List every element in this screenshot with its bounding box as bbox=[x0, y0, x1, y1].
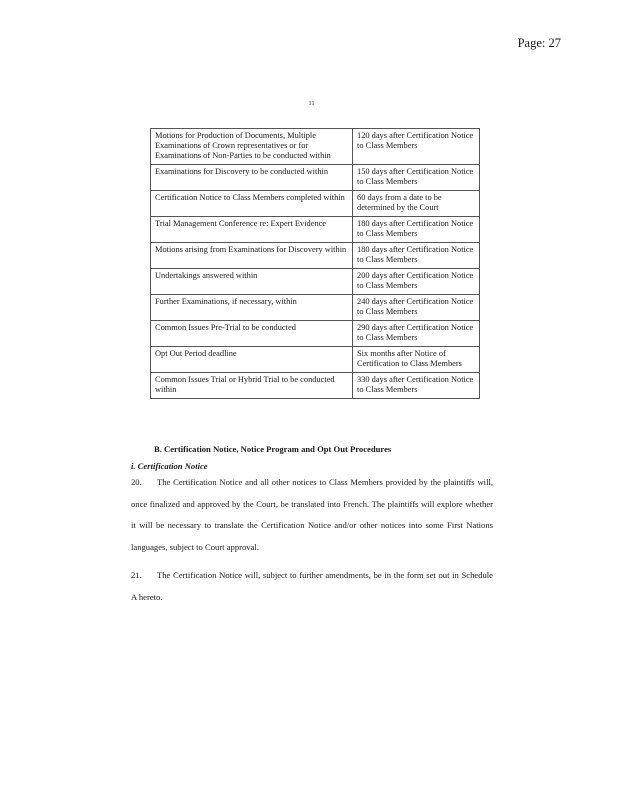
step-cell: Undertakings answered within bbox=[151, 269, 353, 295]
table-row bbox=[151, 243, 480, 269]
deadline-cell: Six months after Notice of Certification to Class Members bbox=[353, 347, 480, 373]
paragraph-number: 20. bbox=[131, 477, 142, 487]
step-cell: Motions arising from Examinations for Discovery within bbox=[151, 243, 353, 269]
table-row bbox=[151, 269, 480, 295]
deadline-cell: 200 days after Certification Notice to Class Members bbox=[353, 269, 480, 295]
table-row bbox=[151, 295, 480, 321]
page-header-label: Page: 27 bbox=[517, 36, 561, 50]
step-cell: Common Issues Pre-Trial to be conducted bbox=[151, 321, 353, 347]
step-cell: Common Issues Trial or Hybrid Trial to be conducted within bbox=[151, 373, 353, 399]
step-cell: Motions for Production of Documents, Multiple Examinations of Crown representatives or for Examinations of Non-Parties to be conducted within bbox=[151, 129, 353, 165]
paragraph-number: 21. bbox=[131, 570, 142, 580]
deadline-cell: 330 days after Certification Notice to Class Members bbox=[353, 373, 480, 399]
table-row bbox=[151, 191, 480, 217]
table-row bbox=[151, 321, 480, 347]
subsection-heading: i. Certification Notice bbox=[131, 461, 208, 471]
deadline-cell: 180 days after Certification Notice to Class Members bbox=[353, 243, 480, 269]
paragraph-text: The Certification Notice will, subject to further amendments, be in the form set out in Schedule A hereto. bbox=[131, 570, 493, 602]
deadline-cell: 180 days after Certification Notice to Class Members bbox=[353, 217, 480, 243]
paragraph-text: The Certification Notice and all other notices to Class Members provided by the plaintiffs will, once finalized and approved by the Court, be translated into French. The plaintiffs will explore whether it will be necessary to translate the Certification Notice and/or other notices into some First Nations languages, subject to Court approval. bbox=[131, 477, 493, 552]
section-heading: B. Certification Notice, Notice Program and Opt Out Procedures bbox=[154, 444, 392, 454]
page-number: 11 bbox=[308, 100, 315, 107]
deadline-cell: 150 days after Certification Notice to Class Members bbox=[353, 165, 480, 191]
paragraph-21 bbox=[131, 565, 493, 608]
table-row bbox=[151, 373, 480, 399]
step-cell: Opt Out Period deadline bbox=[151, 347, 353, 373]
deadline-cell: 240 days after Certification Notice to Class Members bbox=[353, 295, 480, 321]
step-cell: Examinations for Discovery to be conducted within bbox=[151, 165, 353, 191]
table-row bbox=[151, 129, 480, 165]
step-cell: Trial Management Conference re: Expert Evidence bbox=[151, 217, 353, 243]
table-row bbox=[151, 347, 480, 373]
table-row bbox=[151, 165, 480, 191]
deadline-cell: 60 days from a date to be determined by the Court bbox=[353, 191, 480, 217]
step-cell: Further Examinations, if necessary, within bbox=[151, 295, 353, 321]
step-cell: Certification Notice to Class Members completed within bbox=[151, 191, 353, 217]
schedule-table bbox=[150, 128, 480, 399]
paragraph-20 bbox=[131, 472, 493, 558]
table-row bbox=[151, 217, 480, 243]
deadline-cell: 120 days after Certification Notice to Class Members bbox=[353, 129, 480, 165]
deadline-cell: 290 days after Certification Notice to Class Members bbox=[353, 321, 480, 347]
